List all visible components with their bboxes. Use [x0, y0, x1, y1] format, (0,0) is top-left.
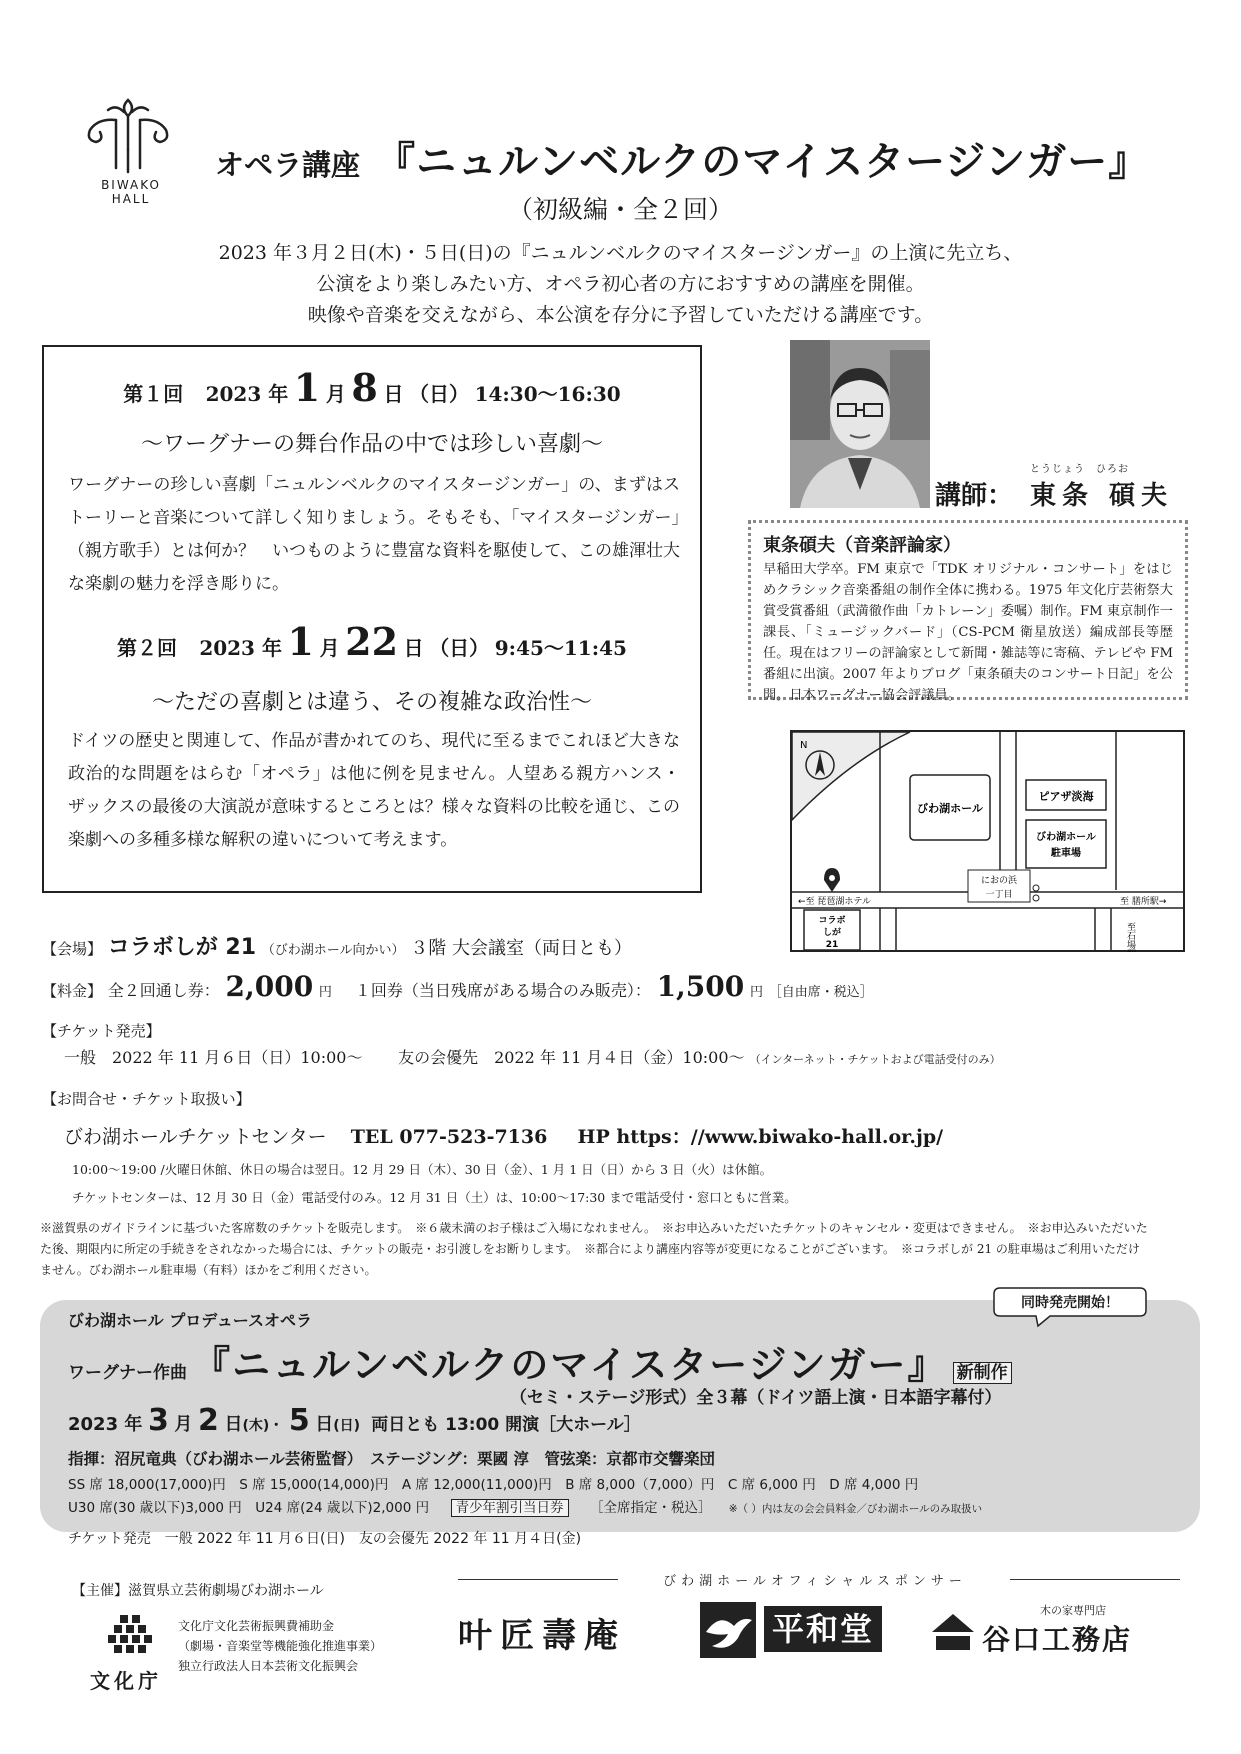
opera-format: （セミ・ステージ形式）全３幕（ドイツ語上演・日本語字幕付） [510, 1388, 1002, 1408]
tel-number[interactable]: TEL 077-523-7136 [350, 1126, 548, 1148]
opera-prices: SS 席 18,000(17,000)円 S 席 15,000(14,000)円 A 席 12,000(11,000)円 B 席 8,000（7,000）円 C 席 6,000 円 D 席 4,000 円 [68, 1477, 919, 1493]
opera-date-rest: 両日とも 13:00 開演［大ホール］ [371, 1415, 641, 1435]
opera-prices-u30: U30 席(30 歳以下)3,000 円 U24 席(24 歳以下)2,000 円 [68, 1500, 430, 1516]
fee-yen: 円 [318, 985, 332, 1000]
all-reserved: ［全席指定・税込］ [590, 1500, 712, 1516]
session-weekday: （日） [409, 382, 470, 406]
session-day-unit: 日 [403, 636, 424, 660]
sale-member: 友の会優先 2022 年 11 月４日（金）10:00〜 [398, 1048, 745, 1067]
opera-date-day-unit: 日 [315, 1414, 334, 1435]
notes-line: ません。びわ湖ホール駐車場（有料）ほかをご利用ください。 [40, 1263, 377, 1277]
bio-text: 早稲田大学卒。FM 東京で「TDK オリジナル・コンサート」をはじめクラシック音楽番組の制作全体に携わる。1975 年文化庁芸術祭大賞受賞番組（武満徹作曲「カトレーン」委嘱）制作。FM 東京制作一課長、「ミュージックバード」（CS-PCM 衛星放送）編成部長等歴任。現在はフリーの評論家として新聞・雑誌等に寄稿、テレビや FM 番組に出演。2007 年よりブログ「東条碩夫のコンサート日記」を公開。日本ワーグナー協会評議員。 [763, 562, 1173, 703]
grant-line: （劇場・音楽堂等機能強化推進事業） [178, 1639, 383, 1653]
map-crossing-2: 一丁目 [985, 890, 1013, 900]
lecturer-name: 東条 碩夫 [1030, 481, 1174, 511]
lecturer-photo [790, 340, 930, 508]
hours-1: 10:00〜19:00 /火曜日休館、休日の場合は翌日。12 月 29 日（木）、30 日（金）、1 月 1 日（日）から 3 日（火）は休館。 [72, 1162, 773, 1177]
venue-room: ３階 大会議室（両日とも） [410, 938, 632, 959]
fee-single-value: 1,500 [656, 970, 745, 1003]
opera-date-month-unit: 月 [174, 1414, 193, 1435]
intro-line: 映像や音楽を交えながら、本公演を存分に予習していただける講座です。 [307, 304, 934, 326]
opera-date-year: 2023 年 [68, 1414, 143, 1435]
lecturer-bio-box [748, 520, 1188, 703]
map-left-road: ←至 琵琶湖ホテル [798, 897, 871, 907]
title-main: 『ニュルンベルクのマイスタージンガー』 [375, 139, 1150, 185]
intro-line: 公演をより楽しみたい方、オペラ初心者の方におすすめの講座を開催。 [316, 273, 925, 295]
opera-date-weekday1: (木)・ [242, 1418, 284, 1434]
new-production-tag: 新制作 [953, 1362, 1012, 1384]
session-1-heading [44, 365, 700, 410]
opera-title-row [68, 1334, 1012, 1389]
opera-date-day-unit: 日 [224, 1414, 243, 1435]
sale-note: （インターネット・チケットおよび電話受付のみ） [749, 1053, 1001, 1066]
session-time: 9:45〜11:45 [494, 636, 627, 660]
session-1-subtitle: 〜ワーグナーの舞台作品の中では珍しい喜劇〜 [140, 432, 603, 457]
opera-date-row [68, 1403, 641, 1438]
heiwado-bird-icon [700, 1602, 756, 1658]
opera-date-day1: 2 [197, 1403, 219, 1438]
grant-text [178, 1616, 382, 1676]
opera-sale: チケット発売 一般 2022 年 11 月６日(日) 友の会優先 2022 年 11 月４日(金) [68, 1531, 582, 1547]
sponsor-rule-right [1010, 1579, 1180, 1580]
session-day: 8 [351, 365, 378, 410]
bunka-logo-text: 文化庁 [90, 1669, 162, 1693]
notes [40, 1218, 1200, 1281]
opera-staff: 指揮：沼尻竜典（びわ湖ホール芸術監督） ステージング：栗國 淳 管弦楽：京都市交響楽団 [68, 1450, 716, 1468]
biwako-hall-logo-text: BIWAKO HALL [101, 178, 161, 206]
access-map [790, 730, 1185, 952]
sale-row [64, 1045, 1001, 1068]
map-venue-3: 21 [825, 940, 839, 950]
session-month-unit: 月 [325, 382, 346, 406]
session-day-unit: 日 [383, 382, 404, 406]
contact-tag: 【お問合せ・チケット取扱い】 [42, 1090, 251, 1108]
map-hall-label: びわ湖ホール [917, 802, 983, 815]
map-station-road: 至石場駅↓ [1125, 922, 1135, 952]
map-right-road: 至 膳所駅→ [1120, 897, 1167, 907]
contact-row [64, 1122, 943, 1149]
ticket-center: びわ湖ホールチケットセンター [64, 1126, 327, 1148]
session-2-subtitle: 〜ただの喜劇とは違う、その複雑な政治性〜 [151, 690, 592, 715]
map-venue-2: しが [822, 928, 842, 938]
session-time: 14:30〜16:30 [474, 382, 621, 406]
opera-title: 『ニュルンベルクのマイスタージンガー』 [192, 1343, 948, 1387]
lecturer-ruby: とうじょう ひろお [1030, 464, 1129, 475]
simultaneous-sale-badge [990, 1284, 1150, 1328]
sponsor-taniguchi: 谷口工務店 [982, 1623, 1133, 1656]
venue-tag: 【会場】 [42, 940, 103, 958]
fee-tag: 【料金】 [42, 982, 103, 1000]
biwako-hall-logo-mark [78, 90, 178, 180]
fee-yen: 円 [750, 985, 764, 1000]
map-piazza-label: ピアザ淡海 [1038, 790, 1094, 803]
session-month: 1 [287, 619, 314, 664]
bunka-logo-mark [100, 1615, 166, 1663]
map-graphic [790, 730, 1185, 952]
map-parking-label-2: 駐車場 [1051, 848, 1081, 859]
bio-title: 東条碩夫（音楽評論家） [763, 535, 961, 556]
venue-note: （びわ湖ホール向かい） [261, 943, 405, 958]
map-parking-label-1: びわ湖ホール [1036, 832, 1096, 843]
opera-date-month: 3 [147, 1403, 169, 1438]
opera-producer: びわ湖ホール プロデュースオペラ [68, 1311, 312, 1330]
taniguchi-house-icon [930, 1612, 976, 1652]
session-day: 22 [345, 619, 399, 664]
opera-composer: ワーグナー作曲 [68, 1363, 187, 1383]
notes-line: ※滋賀県のガイドラインに基づいた客席数のチケットを販売します。 ※６歳未満のお子様はご入場になれません。 ※お申込みいただいたチケットのキャンセル・変更はできません。 ※お申込みいただいた [40, 1221, 1148, 1235]
opera-prices-youth-row [68, 1496, 982, 1516]
session-month-unit: 月 [319, 636, 340, 660]
session-number: 第１回 [123, 382, 184, 406]
session-1-body: ワーグナーの珍しい喜劇「ニュルンベルクのマイスタージンガー」の、まずはストーリーと音楽について詳しく知りましょう。そもそも、「マイスタージンガー」（親方歌手）とは何か？ いつものように豊富な資料を駆使して、この雄渾壮大な楽劇の魅力を浮き彫りに。 [68, 475, 680, 594]
price-note: ※（ ）内は友の会会員料金／びわ湖ホールのみ取扱い [728, 1503, 983, 1515]
grant-line: 文化庁文化芸術振興費補助金 [178, 1619, 335, 1633]
intro-line: 2023 年３月２日(木)・５日(日)の『ニュルンベルクのマイスタージンガー』の上演に先立ち、 [218, 242, 1023, 264]
venue-name: コラボしが 21 [107, 935, 257, 960]
fee-row [42, 970, 873, 1003]
grant-line: 独立行政法人日本芸術文化振興会 [178, 1659, 359, 1673]
fee-both-label: 全２回通し券： [107, 981, 220, 1000]
subtitle: （初級編・全２回） [507, 195, 733, 224]
taniguchi-small: 木の家専門店 [1040, 1604, 1106, 1617]
sale-general: 一般 2022 年 11 月６日（日）10:00〜 [64, 1048, 363, 1067]
youth-discount-tag: 青少年割引当日券 [451, 1499, 569, 1517]
session-2-body: ドイツの歴史と関連して、作品が書かれてのち、現代に至るまでこれほど大きな政治的な問題をはらむ「オペラ」は他に例を見ません。人望ある親方ハンス・ザックスの最後の大演説が意味するところとは？様々な資料の比較を通じ、この楽劇への多種多様な解釈の違いについて考えます。 [68, 731, 680, 850]
session-weekday: （日） [429, 636, 490, 660]
page-title [215, 130, 1149, 187]
fee-both-value: 2,000 [225, 970, 314, 1003]
session-2-heading [44, 619, 700, 664]
fee-single-label: １回券（当日残席がある場合のみ販売）： [354, 981, 651, 1000]
venue-row [42, 930, 632, 961]
compass-n: N [800, 740, 808, 751]
badge-text: 同時発売開始！ [1021, 1295, 1119, 1311]
hours-2: チケットセンターは、12 月 30 日（金）電話受付のみ。12 月 31 日（土）は、10:00〜17:30 まで電話受付・窓口ともに営業。 [72, 1190, 797, 1205]
intro-text [0, 238, 1241, 331]
sponsor-label: びわ湖ホールオフィシャルスポンサー [663, 1574, 967, 1589]
lecturer-label: 講師： [935, 481, 1014, 511]
lecturer-portrait [790, 340, 930, 508]
opera-date-weekday2: (日) [333, 1418, 361, 1434]
fee-note: ［自由席・税込］ [768, 985, 873, 1000]
heiwado-text: 平和堂 [764, 1606, 882, 1652]
sponsor-heiwado [700, 1602, 910, 1658]
map-crossing-1: におの浜 [980, 876, 1018, 886]
homepage-link[interactable]: HP https：//www.biwako-hall.or.jp/ [577, 1126, 944, 1148]
sale-tag: 【チケット発売】 [42, 1022, 161, 1040]
title-prefix: オペラ講座 [215, 148, 361, 182]
organizer: 【主催】滋賀県立芸術劇場びわ湖ホール [72, 1583, 324, 1599]
map-venue-1: コラボ [818, 916, 846, 926]
opera-date-day2: 5 [288, 1403, 310, 1438]
session-month: 1 [293, 365, 321, 410]
notes-line: た後、期限内に所定の手続きをされなかった場合には、チケットの販売・お引渡しをお断りします。 ※都合により講座内容等が変更になることがございます。 ※コラボしが 21 の駐車場はご利用いただけ [40, 1242, 1140, 1256]
house-icon [930, 1612, 976, 1652]
sponsor-kanou: 叶匠壽庵 [458, 1616, 626, 1656]
session-number: 第２回 [117, 636, 178, 660]
session-year: 2023 年 [205, 382, 289, 406]
session-year: 2023 年 [199, 636, 282, 660]
session-box [42, 345, 702, 893]
